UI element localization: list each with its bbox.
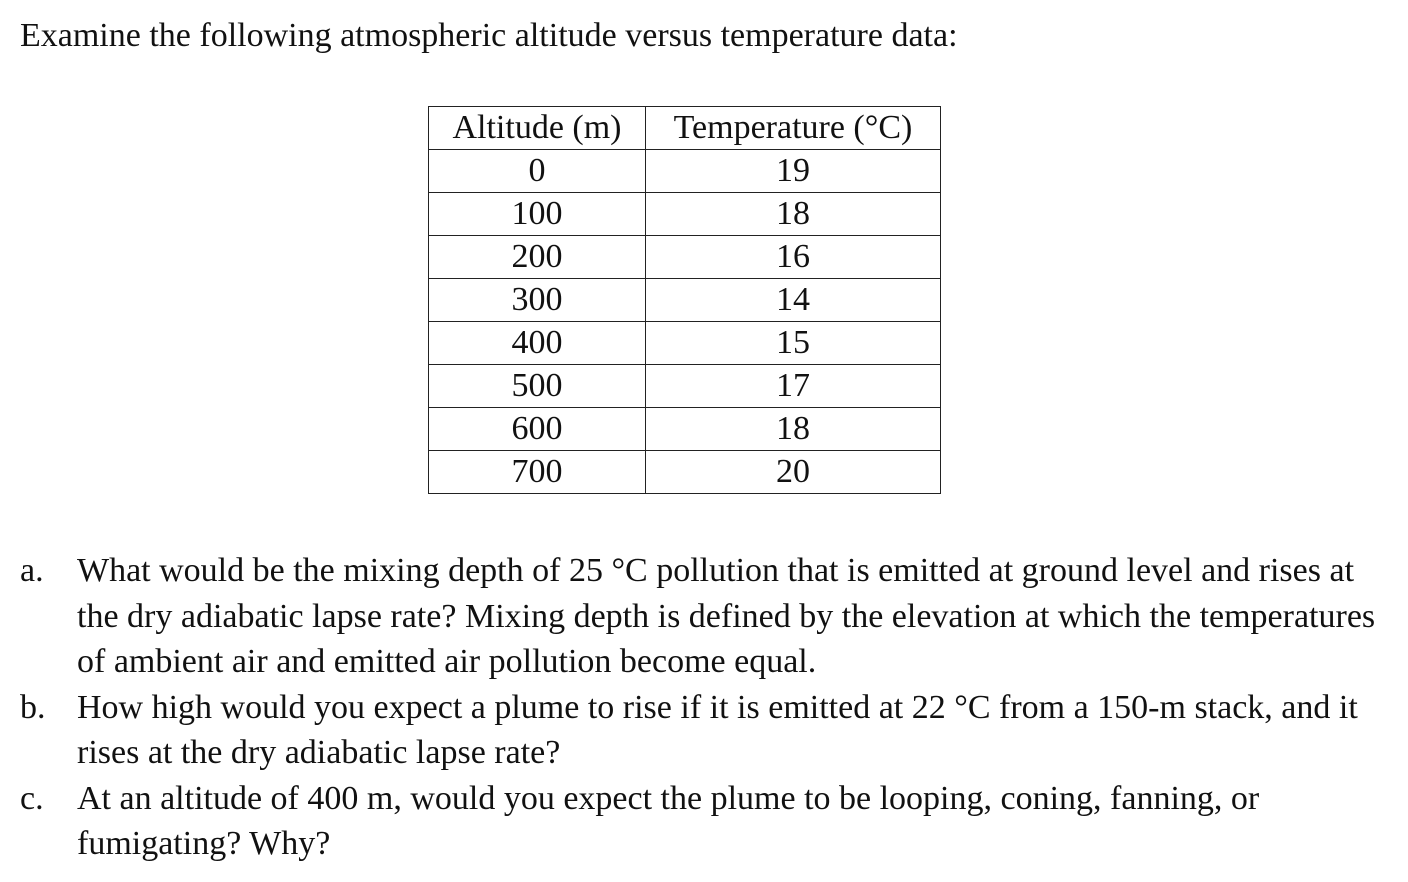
temperature-cell: 17 bbox=[646, 365, 941, 408]
temperature-cell: 18 bbox=[646, 193, 941, 236]
question-marker: a. bbox=[20, 552, 44, 589]
question-marker: c. bbox=[20, 779, 44, 817]
table-row bbox=[429, 193, 941, 236]
altitude-cell: 600 bbox=[429, 408, 646, 451]
table-row bbox=[429, 322, 941, 365]
header-temperature: Temperature (°C) bbox=[646, 107, 941, 150]
temperature-cell: 20 bbox=[646, 451, 941, 494]
temperature-cell: 14 bbox=[646, 279, 941, 322]
table-row bbox=[429, 236, 941, 279]
question-b bbox=[20, 685, 1404, 776]
table-row bbox=[429, 150, 941, 193]
altitude-cell: 700 bbox=[429, 451, 646, 494]
header-altitude: Altitude (m) bbox=[429, 107, 646, 150]
table-row bbox=[429, 408, 941, 451]
altitude-cell: 400 bbox=[429, 322, 646, 365]
table-header-row bbox=[429, 107, 941, 150]
altitude-temperature-table bbox=[428, 106, 941, 494]
temperature-cell: 15 bbox=[646, 322, 941, 365]
intro-text: Examine the following atmospheric altitude versus temperature data: bbox=[20, 17, 958, 54]
question-c bbox=[20, 776, 1404, 867]
altitude-cell: 100 bbox=[429, 193, 646, 236]
altitude-cell: 0 bbox=[429, 150, 646, 193]
temperature-cell: 18 bbox=[646, 408, 941, 451]
question-text: How high would you expect a plume to rise if it is emitted at 22 °C from a 150-m stack, and it rises at the dry adiabatic lapse rate? bbox=[77, 688, 1358, 771]
temperature-cell: 16 bbox=[646, 236, 941, 279]
question-a bbox=[20, 548, 1404, 685]
question-marker: b. bbox=[20, 688, 46, 726]
altitude-cell: 300 bbox=[429, 279, 646, 322]
table-row bbox=[429, 279, 941, 322]
question-list bbox=[20, 548, 1404, 867]
altitude-cell: 500 bbox=[429, 365, 646, 408]
altitude-cell: 200 bbox=[429, 236, 646, 279]
question-text: What would be the mixing depth of 25 °C pollution that is emitted at ground level and rises at the dry adiabatic lapse rate? Mixing depth is defined by the elevation at which the temperatures of ambient air and emitted air pollution become equal. bbox=[77, 552, 1376, 680]
table-row bbox=[429, 365, 941, 408]
question-text: At an altitude of 400 m, would you expect the plume to be looping, coning, fanning, or fumigating? Why? bbox=[77, 779, 1260, 862]
temperature-cell: 19 bbox=[646, 150, 941, 193]
table-row bbox=[429, 451, 941, 494]
